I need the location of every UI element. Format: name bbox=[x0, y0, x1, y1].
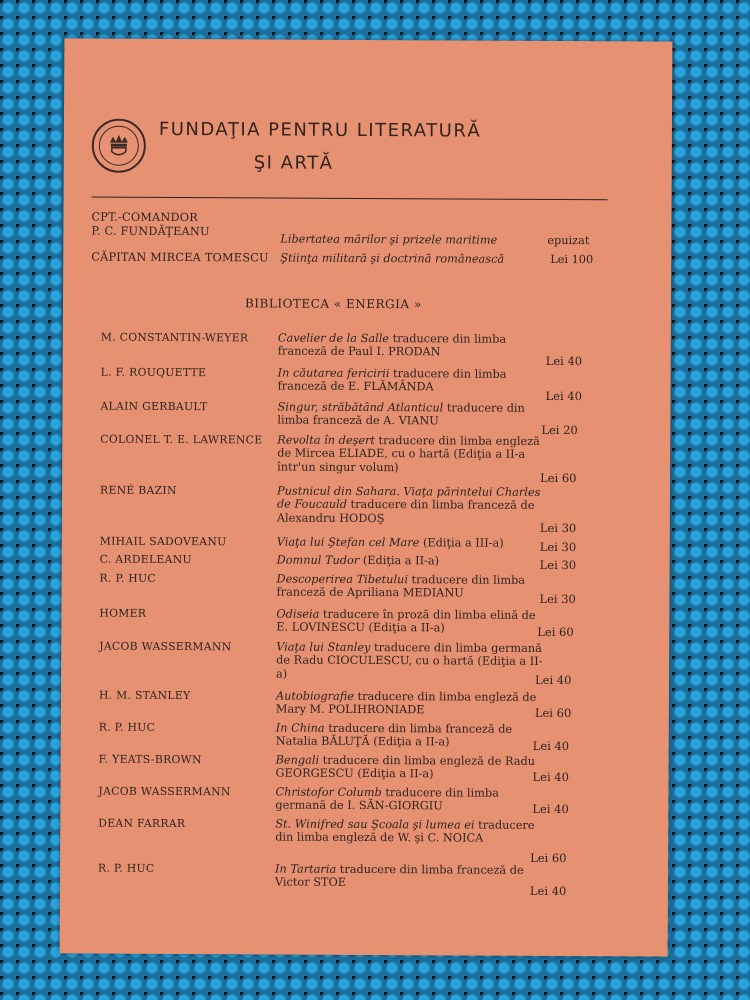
book-description bbox=[278, 367, 548, 395]
book-author: F. YEATS-BROWN bbox=[98, 752, 202, 767]
book-price: Lei 40 bbox=[532, 801, 569, 817]
book-note: traducere din limba franceză de Victor STOE bbox=[274, 862, 524, 890]
book-author: JACOB WASSERMANN bbox=[98, 784, 231, 799]
book-note: traducere din limba germană de I. SĂN-GIORGIU bbox=[275, 786, 499, 813]
book-price: Lei 30 bbox=[539, 557, 577, 573]
book-description bbox=[275, 786, 545, 814]
author-rank: CPT.-COMANDOR bbox=[91, 210, 198, 225]
book-note: traducere din limba engleză de Mircea ELIADE, cu o hartă (Ediţia a II-a într'un singur volum) bbox=[277, 434, 540, 474]
book-title: Bengali bbox=[275, 753, 320, 767]
book-price: Lei 20 bbox=[541, 422, 578, 438]
book-title: Domnul Tudor bbox=[276, 553, 360, 567]
book-author: R. P. HUC bbox=[99, 571, 157, 585]
book-price: Lei 40 bbox=[535, 672, 572, 688]
book-author: ALAIN GERBAULT bbox=[100, 399, 208, 414]
book-title: Cavelier de la Salle bbox=[277, 331, 390, 346]
book-note: traducere din limba germană de Radu CIOCULESCU, cu o hartă (Ediţia a II-a) bbox=[276, 641, 543, 681]
book-author: COLONEL T. E. LAWRENCE bbox=[100, 432, 263, 447]
book-title: Singur, străbătând Atlanticul bbox=[277, 400, 444, 415]
top-entry-status: epuizat bbox=[547, 233, 590, 248]
book-description bbox=[277, 485, 547, 526]
book-author: MIHAIL SADOVEANU bbox=[99, 534, 227, 549]
book-title: In China bbox=[275, 721, 325, 735]
book-note: traducere în proză din limba elină de E. LOVINESCU (Ediţia a II-a) bbox=[276, 607, 536, 635]
book-note: (Ediţia a III-a) bbox=[419, 536, 504, 550]
book-title: In Tartaria bbox=[275, 862, 337, 876]
book-title: In căutarea fericirii bbox=[277, 366, 390, 381]
book-price: Lei 30 bbox=[539, 520, 577, 536]
book-price: Lei 60 bbox=[534, 705, 572, 721]
header-divider bbox=[92, 197, 608, 201]
book-description bbox=[275, 818, 545, 846]
book-description bbox=[276, 573, 546, 601]
book-note: traducere din limba franceză de Paul I. PRODAN bbox=[277, 332, 507, 359]
book-price: Lei 40 bbox=[529, 883, 567, 899]
book-title: Descoperirea Tibetului bbox=[276, 572, 409, 587]
book-title: Odiseia bbox=[276, 607, 320, 621]
book-description bbox=[276, 690, 546, 718]
book-description bbox=[275, 863, 545, 891]
book-title: Viaţa lui Stanley bbox=[276, 640, 371, 655]
top-entry-title: Libertatea mărilor şi prizele maritime bbox=[280, 232, 498, 247]
header-title-line2: ŞI ARTĂ bbox=[253, 152, 334, 174]
book-title: Viaţa lui Ştefan cel Mare bbox=[276, 535, 420, 550]
catalog-sheet bbox=[60, 38, 673, 956]
book-description bbox=[276, 754, 546, 782]
book-note: traducere din limba franceză de Natalia BĂLUŢĂ (Ediţia a II-a) bbox=[275, 721, 513, 749]
book-title: St. Winifred sau Şcoala şi lumea ei bbox=[275, 817, 475, 832]
book-author: R. P. HUC bbox=[98, 720, 156, 734]
book-price: Lei 60 bbox=[530, 850, 567, 866]
foundation-crest-icon bbox=[92, 119, 146, 173]
book-note: traducere din limba franceză de Alexandru HODOŞ bbox=[276, 498, 535, 525]
book-author: JACOB WASSERMANN bbox=[99, 639, 232, 654]
top-entry-author: CĂPITAN MIRCEA TOMESCU bbox=[91, 250, 269, 265]
book-author: DEAN FARRAR bbox=[98, 816, 186, 831]
top-entry-title: Ştiinţa militară şi doctrină românească bbox=[280, 251, 505, 266]
section-title: BIBLIOTECA « ENERGIA » bbox=[244, 296, 422, 312]
book-title: Christofor Columb bbox=[275, 785, 382, 800]
book-price: Lei 40 bbox=[545, 353, 583, 369]
book-author: C. ARDELEANU bbox=[99, 552, 192, 567]
book-price: Lei 40 bbox=[532, 769, 569, 785]
book-author: RENÉ BAZIN bbox=[100, 483, 177, 498]
book-description bbox=[276, 722, 546, 750]
book-author: M. CONSTANTIN-WEYER bbox=[100, 330, 249, 345]
book-description bbox=[277, 554, 547, 569]
top-entry-author: P. C. FUNDĂŢEANU bbox=[91, 224, 210, 239]
book-price: Lei 40 bbox=[532, 738, 570, 754]
book-price: Lei 40 bbox=[545, 388, 582, 404]
book-title: Revolta în deşert bbox=[277, 433, 376, 448]
book-note: traducere din limba engleză de Mary M. POLIHRONIADE bbox=[275, 689, 537, 717]
book-note: traducere din limba franceză de A. VIANU bbox=[277, 401, 525, 428]
header-title-line1: FUNDAŢIA PENTRU LITERATURĂ bbox=[158, 118, 482, 142]
book-description bbox=[276, 608, 546, 636]
book-price: Lei 60 bbox=[540, 470, 577, 486]
book-note: traducere din limba engleză de Radu GEORGESCU (Ediţia a II-a) bbox=[275, 753, 536, 781]
book-author: HOMER bbox=[99, 606, 147, 620]
book-title: Pustnicul din Sahara. Viaţa părintelui Charles de Foucauld bbox=[276, 484, 541, 512]
book-description bbox=[276, 641, 546, 682]
book-author: H. M. STANLEY bbox=[98, 688, 191, 703]
book-description bbox=[278, 332, 548, 360]
book-note: traducere din limba engleză de W. şi C. NOICA bbox=[275, 818, 535, 845]
book-price: Lei 60 bbox=[537, 624, 574, 640]
book-note: traducere din limba franceză de Apriliana MEDIANU bbox=[276, 573, 526, 600]
book-note: traducere din limba franceză de E. FLĂMÂNDA bbox=[277, 367, 507, 394]
book-description bbox=[277, 536, 547, 551]
book-title: Autobiografie bbox=[275, 689, 355, 703]
book-author: L. F. ROUQUETTE bbox=[100, 365, 207, 380]
top-entry-price: Lei 100 bbox=[550, 252, 594, 267]
book-price: Lei 30 bbox=[539, 591, 576, 607]
book-description bbox=[277, 401, 547, 429]
book-note: (Ediţia a II-a) bbox=[359, 553, 440, 568]
book-price: Lei 30 bbox=[539, 539, 577, 555]
book-description bbox=[277, 434, 547, 475]
book-author: R. P. HUC bbox=[98, 861, 155, 875]
